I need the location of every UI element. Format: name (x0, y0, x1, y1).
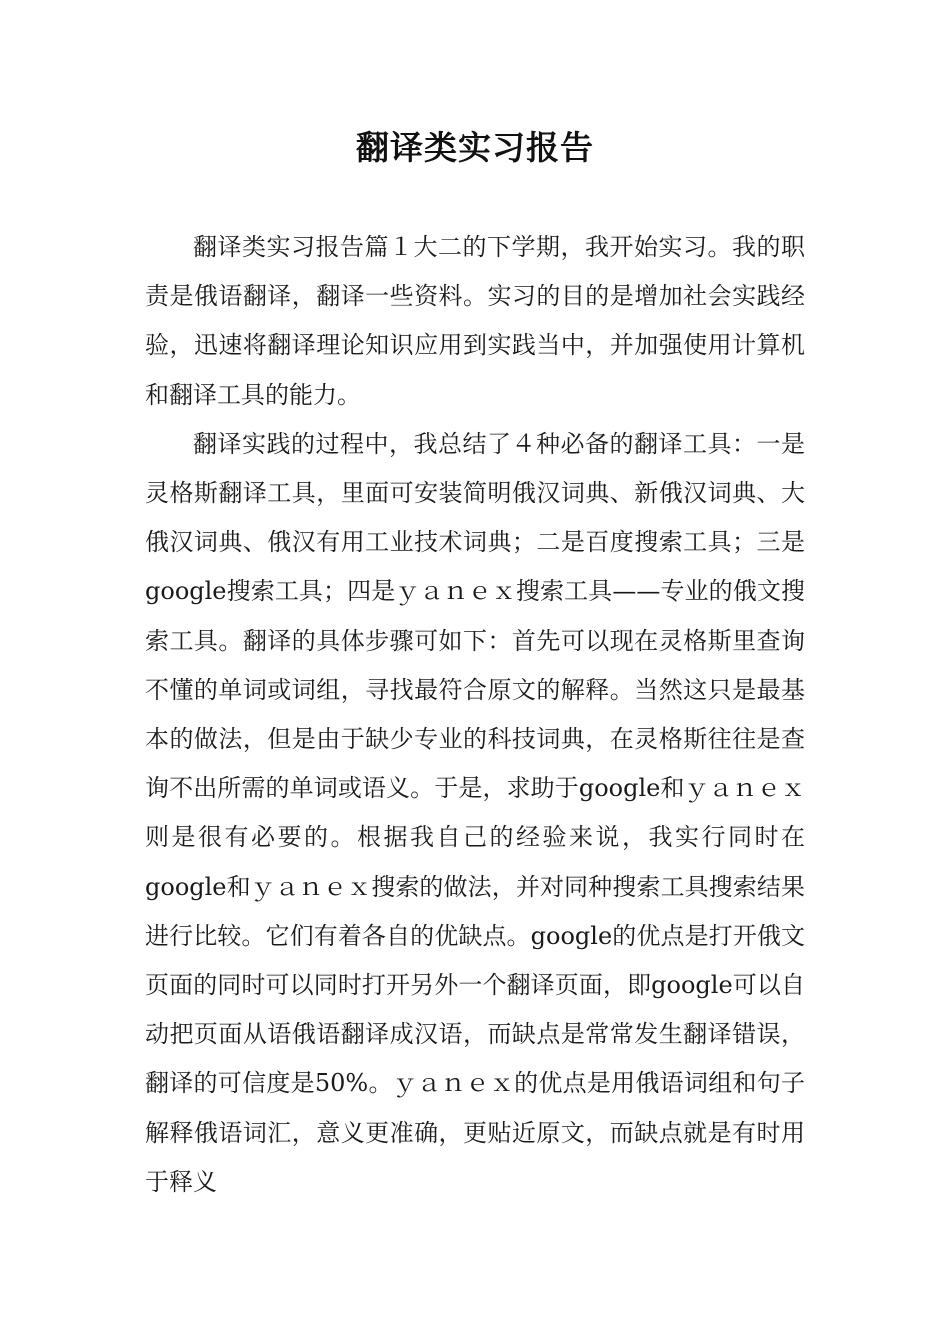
document-title: 翻译类实习报告 (356, 128, 594, 167)
paragraph: 翻译实践的过程中，我总结了４种必备的翻译工具：一是灵格斯翻译工具，里面可安装简明俄汉词典、新俄汉词典、大俄汉词典、俄汉有用工业技术词典；二是百度搜索工具；三是google搜索工具；四是ｙａｎｅｘ搜索工具——专业的俄文搜索工具。翻译的具体步骤可如下：首先可以现在灵格斯里查询不懂的单词或词组，寻找最符合原文的解释。当然这只是最基本的做法，但是由于缺少专业的科技词典，在灵格斯往往是查询不出所需的单词或语义。于是，求助于google和ｙａｎｅｘ则是很有必要的。根据我自己的经验来说，我实行同时在google和ｙａｎｅｘ搜索的做法，并对同种搜索工具搜索结果进行比较。它们有着各自的优缺点。google的优点是打开俄文页面的同时可以同时打开另外一个翻译页面，即google可以自动把页面从语俄语翻译成汉语，而缺点是常常发生翻译错误，翻译的可信度是50%。ｙａｎｅｘ的优点是用俄语词组和句子解释俄语词汇，意义更准确，更贴近原文，而缺点就是有时用于释义 (145, 429, 805, 1196)
document-body (145, 223, 805, 1207)
paragraph: 翻译类实习报告篇１大二的下学期，我开始实习。我的职责是俄语翻译，翻译一些资料。实习的目的是增加社会实践经验，迅速将翻译理论知识应用到实践当中，并加强使用计算机和翻译工具的能力。 (145, 233, 805, 409)
